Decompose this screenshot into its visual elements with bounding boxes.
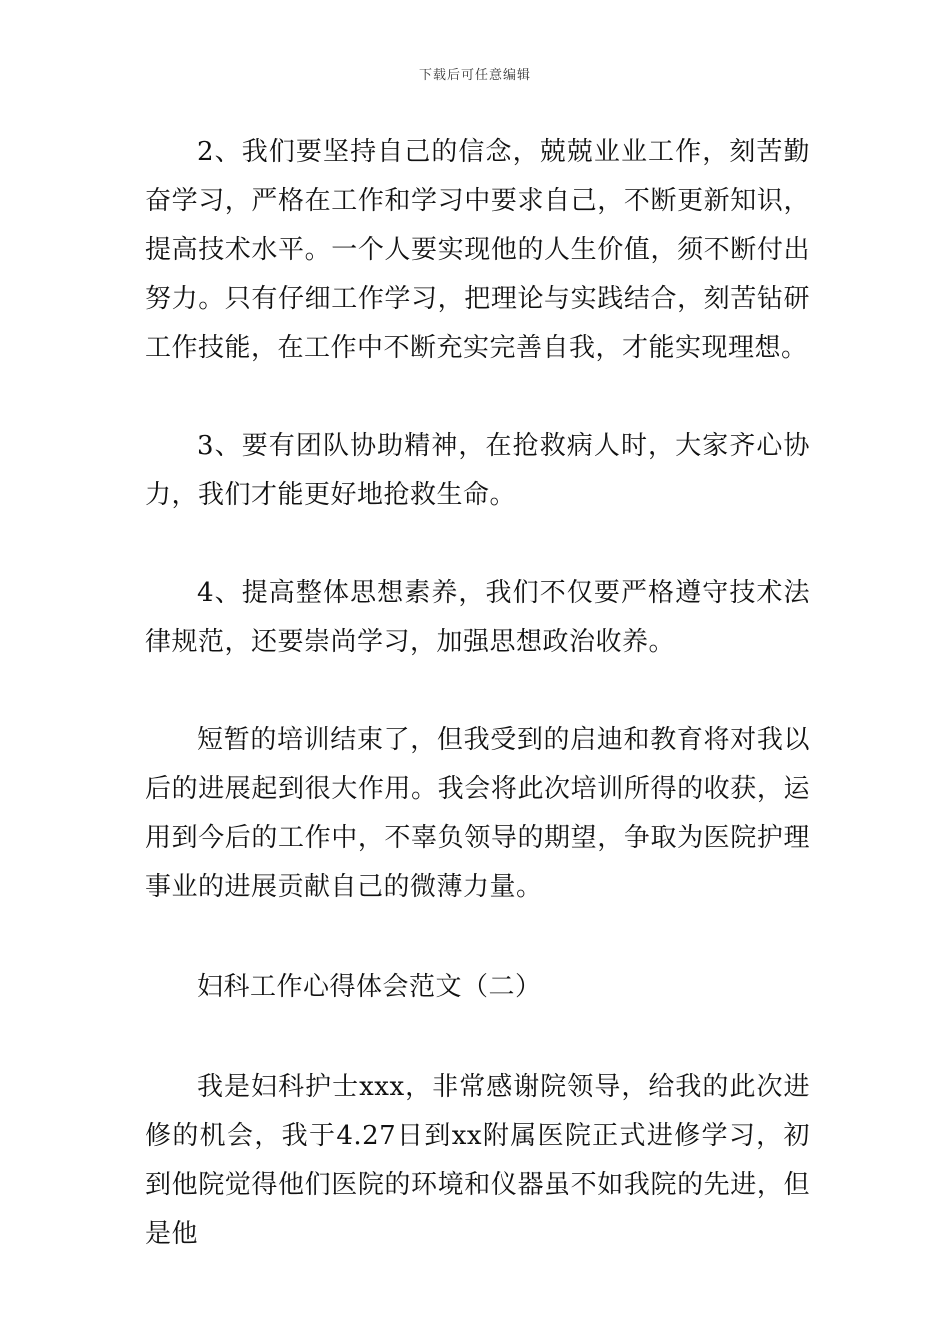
paragraph-conclusion: 短暂的培训结束了，但我受到的启迪和教育将对我以后的进展起到很大作用。我会将此次培训所得的收获，运用到今后的工作中，不辜负领导的期望，争取为医院护理事业的进展贡献自己的微薄力量。 [145,725,810,902]
section-title: 妇科工作心得体会范文（二） [197,972,542,1002]
paragraph-point-4: 4、提高整体思想素养，我们不仅要严格遵守技术法律规范，还要崇尚学习，加强思想政治收养。 [145,578,810,657]
page-header: 下载后可任意编辑 [418,68,531,83]
paragraph-intro: 我是妇科护士xxx，非常感谢院领导，给我的此次进修的机会，我于4.27日到xx附属医院正式进修学习，初到他院觉得他们医院的环境和仪器虽不如我院的先进，但是他 [145,1072,810,1249]
paragraph-point-3: 3、要有团队协助精神，在抢救病人时，大家齐心协力，我们才能更好地抢救生命。 [145,431,810,510]
paragraph-point-2: 2、我们要坚持自己的信念，兢兢业业工作，刻苦勤奋学习，严格在工作和学习中要求自己，不断更新知识，提高技术水平。一个人要实现他的人生价值，须不断付出努力。只有仔细工作学习，把理论与实践结合，刻苦钻研工作技能，在工作中不断充实完善自我，才能实现理想。 [145,137,810,363]
document-body [145,128,810,1259]
